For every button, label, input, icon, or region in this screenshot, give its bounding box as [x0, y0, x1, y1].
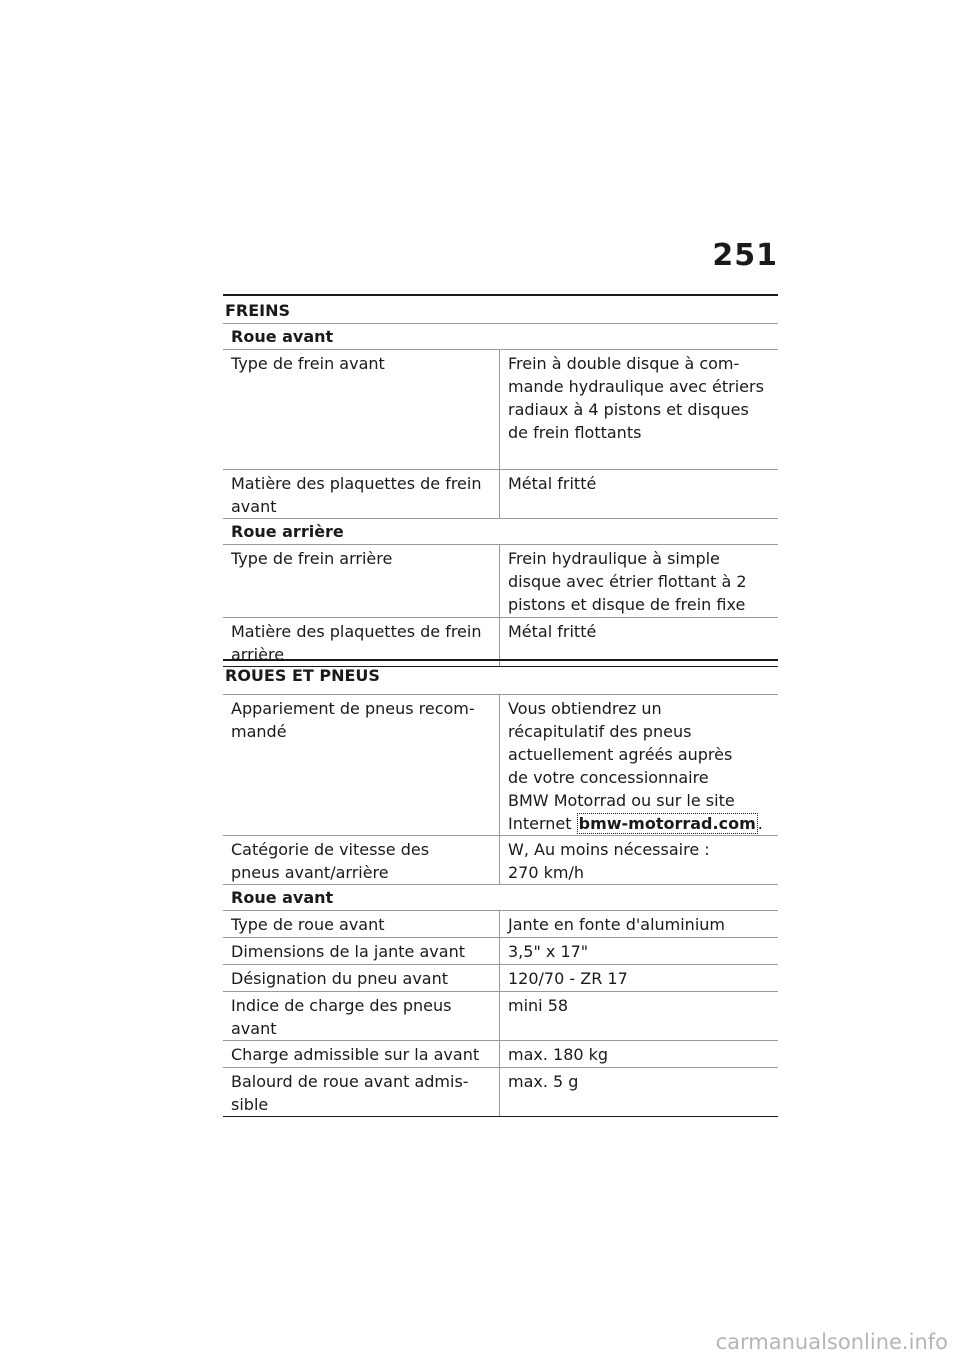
subhead-front-wheel: Roue avant [223, 884, 778, 910]
section-roues-pneus [223, 659, 778, 1117]
table-row [223, 991, 778, 1040]
row-value: mini 58 [508, 996, 569, 1015]
row-label: Appariement de pneus recom- mandé [223, 695, 500, 835]
page-number: 251 [712, 238, 778, 273]
subhead-rear-brake: Roue arrière [223, 518, 778, 544]
row-label: Type de frein arrière [223, 545, 500, 617]
row-value: max. 180 kg [508, 1045, 609, 1064]
row-value: Métal fritté [508, 622, 597, 641]
row-label: Désignation du pneu avant [223, 965, 500, 991]
row-value: Frein hydraulique à simple disque avec étrier flottant à 2 pistons et disque de frein fixe [508, 549, 747, 614]
row-value: W, Au moins nécessaire : 270 km/h [508, 840, 710, 882]
table-row [223, 544, 778, 617]
row-value: 120/70 - ZR 17 [508, 969, 628, 988]
table-row [223, 910, 778, 937]
spec-table-freins [223, 323, 778, 667]
row-label: Balourd de roue avant admis- sible [223, 1068, 500, 1116]
row-label: Charge admissible sur la avant [223, 1041, 500, 1067]
row-label: Matière des plaquettes de frein avant [223, 470, 500, 518]
tire-info-text: Vous obtiendrez un récapitulatif des pneus actuellement agréés auprès de votre concessionnaire BMW Motorrad ou sur le site Internet [508, 699, 735, 833]
row-value: 3,5" x 17" [508, 942, 589, 961]
table-row [223, 937, 778, 964]
row-label: Catégorie de vitesse des pneus avant/arrière [223, 836, 500, 884]
row-value: Frein à double disque à com- mande hydraulique avec étriers radiaux à 4 pistons et disques de frein flottants [508, 354, 764, 442]
row-label: Type de roue avant [223, 911, 500, 937]
row-value: Métal fritté [508, 474, 597, 493]
tire-info-suffix: . [757, 814, 763, 833]
table-row [223, 964, 778, 991]
spec-table-roues [223, 694, 778, 1117]
table-row [223, 349, 778, 469]
section-freins [223, 294, 778, 667]
row-label: Indice de charge des pneus avant [223, 992, 500, 1040]
table-row [223, 1067, 778, 1116]
bmw-motorrad-link[interactable]: bmw-motorrad.com [578, 814, 756, 833]
table-row [223, 694, 778, 835]
watermark: carmanualsonline.info [715, 1330, 948, 1354]
row-label: Matière des plaquettes de frein arrière [223, 618, 500, 666]
row-label: Dimensions de la jante avant [223, 938, 500, 964]
table-row [223, 835, 778, 884]
row-label: Type de frein avant [223, 350, 500, 469]
table-row [223, 1040, 778, 1067]
subhead-front-brake: Roue avant [223, 323, 778, 349]
section-title-roues: ROUES ET PNEUS [225, 666, 380, 685]
section-title-freins: FREINS [225, 301, 291, 320]
row-value [500, 695, 778, 835]
table-row [223, 469, 778, 518]
row-value: max. 5 g [508, 1072, 579, 1091]
row-value: Jante en fonte d'aluminium [508, 915, 725, 934]
